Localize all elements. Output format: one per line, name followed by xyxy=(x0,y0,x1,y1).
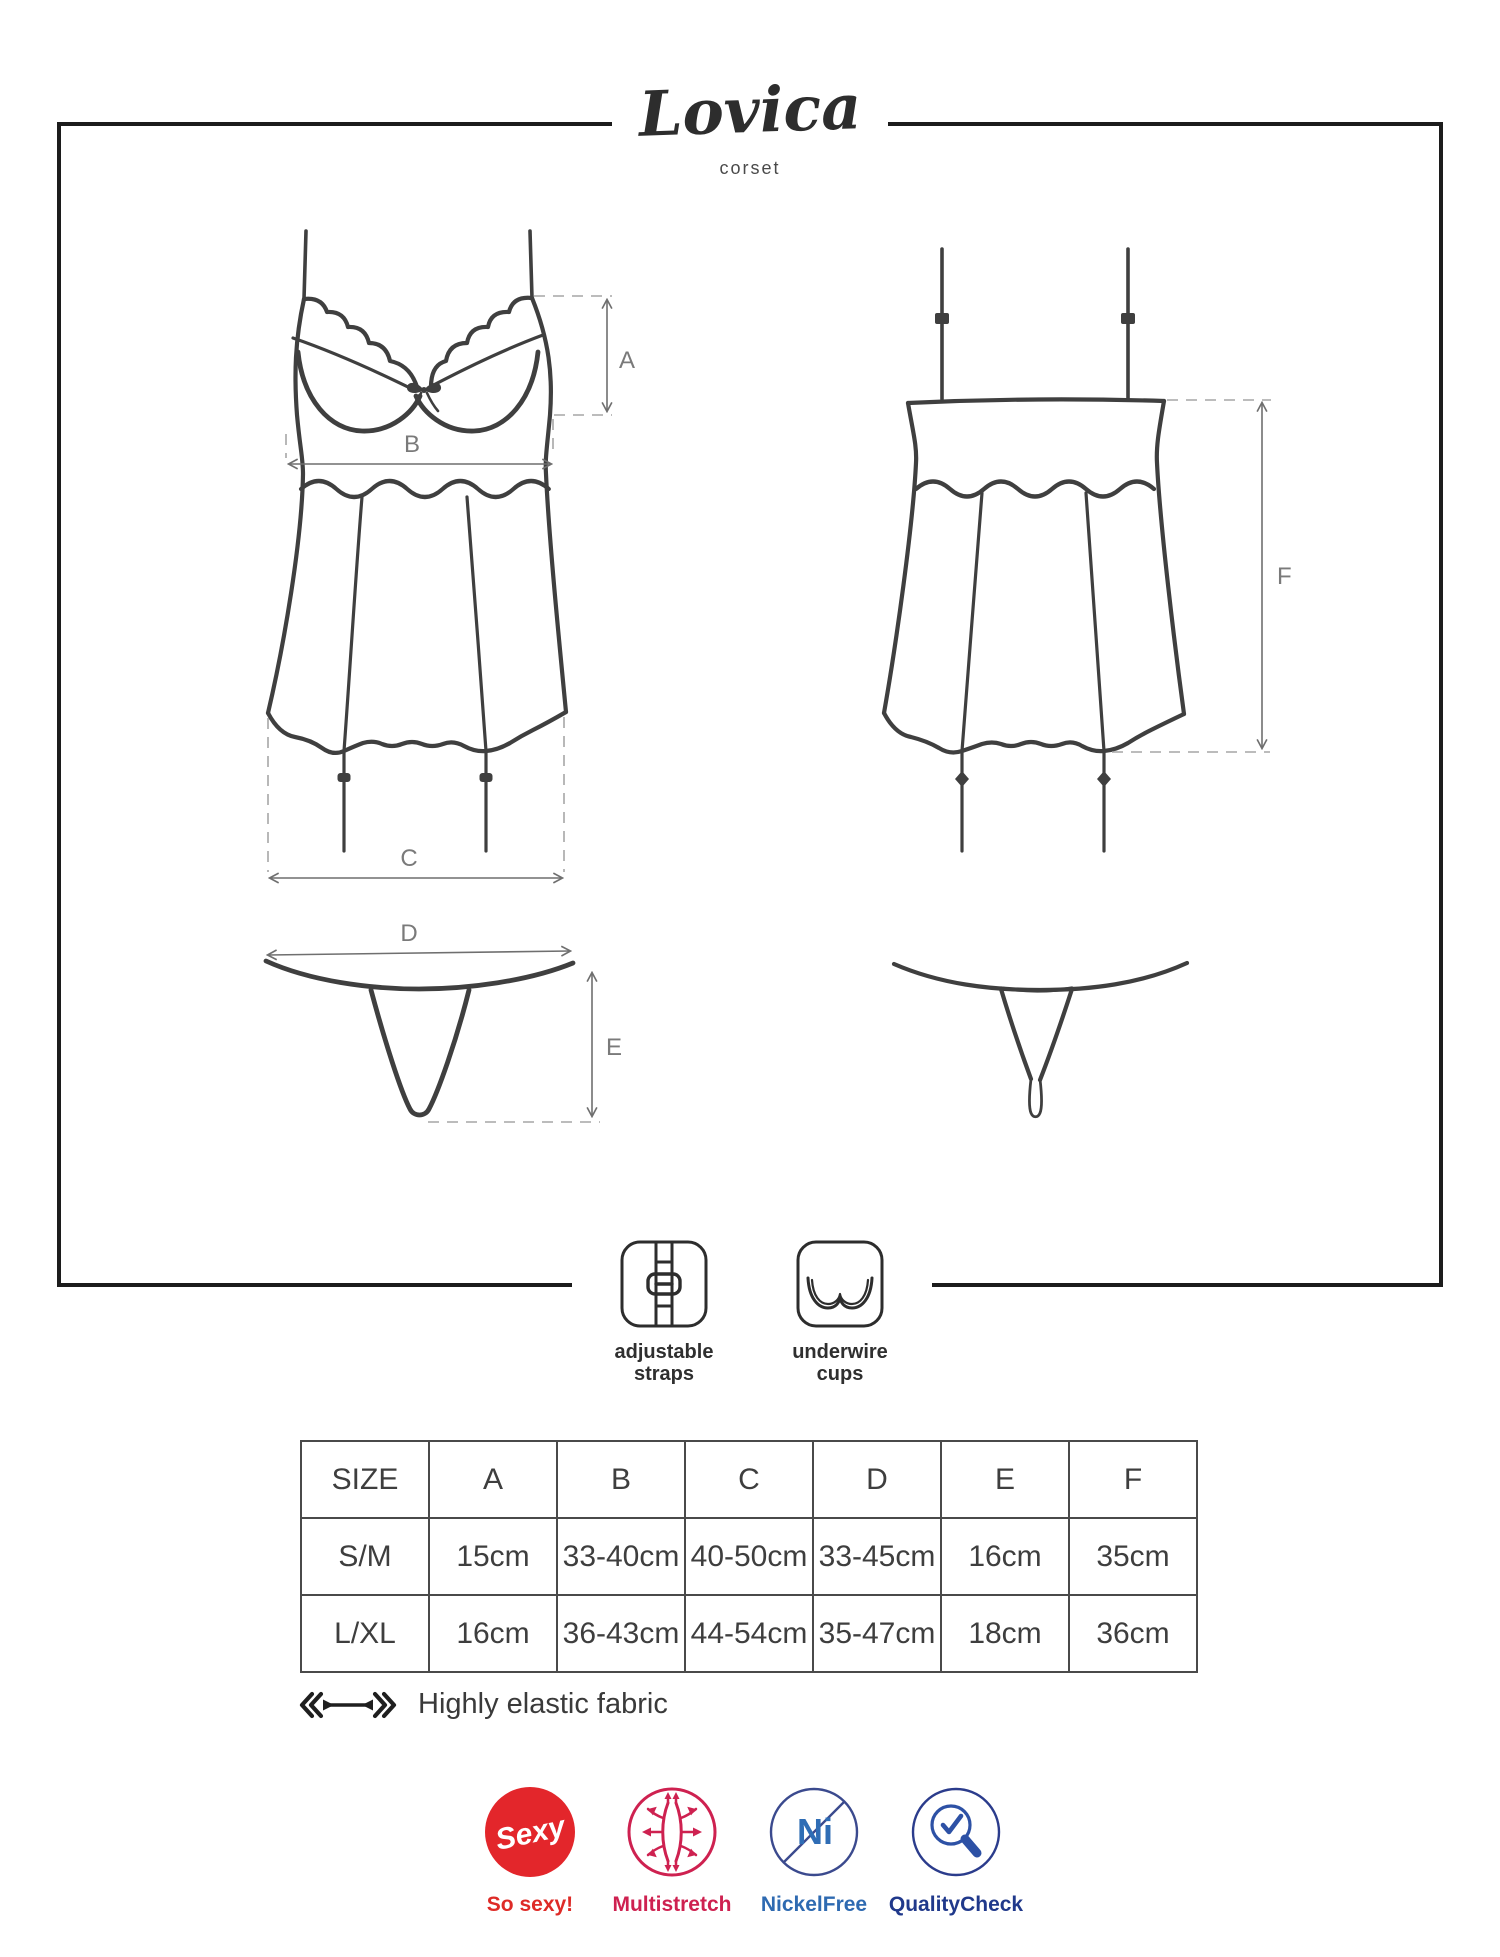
col-header-a: A xyxy=(429,1441,557,1518)
front-view-drawing xyxy=(268,231,566,851)
fabric-note-text: Highly elastic fabric xyxy=(418,1688,668,1720)
strap-adjuster xyxy=(935,313,949,324)
thong-back-drawing xyxy=(894,963,1187,1117)
cell-c: 44-54cm xyxy=(685,1595,813,1672)
badge-label: So sexy! xyxy=(486,1893,574,1916)
col-header-d: D xyxy=(813,1441,941,1518)
col-header-c: C xyxy=(685,1441,813,1518)
cell-a: 15cm xyxy=(429,1518,557,1595)
measurement-b xyxy=(286,419,553,464)
cell-f: 35cm xyxy=(1069,1518,1197,1595)
col-header-size: SIZE xyxy=(301,1441,429,1518)
cell-c: 40-50cm xyxy=(685,1518,813,1595)
nickel-free-icon xyxy=(768,1786,860,1878)
measurement-d xyxy=(268,920,570,955)
col-header-f: F xyxy=(1069,1441,1197,1518)
measure-label-f: F xyxy=(1277,563,1292,590)
feature-label: underwire cups xyxy=(792,1341,888,1386)
measure-label-d: D xyxy=(400,920,418,947)
cell-b: 33-40cm xyxy=(557,1518,685,1595)
measurement-e xyxy=(428,973,622,1122)
badge-row xyxy=(459,1786,1027,1917)
back-view-drawing xyxy=(884,249,1184,851)
cell-f: 36cm xyxy=(1069,1595,1197,1672)
cell-d: 33-45cm xyxy=(813,1518,941,1595)
brand-logo xyxy=(612,64,888,179)
table-row-lxl xyxy=(301,1595,1197,1672)
cell-a: 16cm xyxy=(429,1595,557,1672)
adjustable-straps-icon xyxy=(620,1240,708,1328)
sexy-circle-text: Sexy xyxy=(492,1810,569,1857)
garter-slider xyxy=(955,771,969,787)
measure-label-c: C xyxy=(400,845,418,872)
badge-quality-check xyxy=(885,1786,1027,1917)
badge-label: Multistretch xyxy=(612,1893,732,1916)
strap-adjuster xyxy=(1121,313,1135,324)
cell-b: 36-43cm xyxy=(557,1595,685,1672)
underwire-cups-icon xyxy=(796,1240,884,1328)
fabric-note xyxy=(298,1688,668,1721)
feature-label: adjustable straps xyxy=(614,1341,714,1386)
thong-front-drawing xyxy=(266,961,573,1115)
garter-slider xyxy=(338,773,351,782)
badge-label: QualityCheck xyxy=(888,1893,1024,1916)
col-header-b: B xyxy=(557,1441,685,1518)
size-table-header-row xyxy=(301,1441,1197,1518)
garter-slider xyxy=(1097,771,1111,787)
measure-label-b: B xyxy=(403,431,421,458)
measure-label-a: A xyxy=(619,347,636,374)
multistretch-icon xyxy=(626,1786,718,1878)
feature-icons-row xyxy=(572,1240,932,1386)
measure-label-e: E xyxy=(606,1034,623,1061)
badge-label: NickelFree xyxy=(760,1893,868,1916)
table-row-sm xyxy=(301,1518,1197,1595)
cell-d: 35-47cm xyxy=(813,1595,941,1672)
badge-multistretch xyxy=(601,1786,743,1917)
brand-subtitle: corset xyxy=(719,158,781,178)
cell-e: 16cm xyxy=(941,1518,1069,1595)
quality-check-icon xyxy=(910,1786,1002,1878)
cell-e: 18cm xyxy=(941,1595,1069,1672)
badge-so-sexy xyxy=(459,1786,601,1917)
feature-underwire-cups xyxy=(770,1240,910,1386)
row-size: L/XL xyxy=(301,1595,429,1672)
row-size: S/M xyxy=(301,1518,429,1595)
feature-adjustable-straps xyxy=(594,1240,734,1386)
size-table xyxy=(300,1440,1198,1673)
sexy-badge-icon xyxy=(484,1786,576,1878)
measurement-f xyxy=(1112,400,1292,752)
col-header-e: E xyxy=(941,1441,1069,1518)
garter-slider xyxy=(480,773,493,782)
stretch-arrow-icon xyxy=(298,1690,398,1720)
nickel-symbol-text: Ni xyxy=(797,1811,833,1852)
brand-name: Lovica xyxy=(637,70,863,151)
badge-nickel-free xyxy=(743,1786,885,1917)
